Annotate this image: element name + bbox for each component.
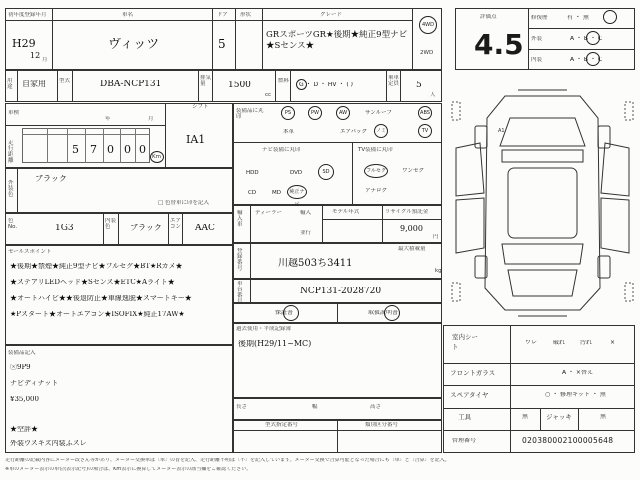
tools-value: 無	[522, 414, 529, 420]
eq-leather: 本革	[283, 129, 295, 135]
eq-tv: TV	[421, 128, 429, 134]
equipment-note-1: ⓢ9P9	[10, 364, 31, 371]
navi-genuine-circle	[287, 185, 307, 208]
navi-md: MD	[272, 190, 281, 196]
recycle-unit: 円	[433, 234, 439, 240]
jack-label: ジャッキ	[546, 414, 572, 421]
max-load-unit: kg	[435, 268, 442, 274]
mgmt-number: 020380002100005648	[522, 437, 614, 445]
svg-text:A1: A1	[498, 128, 505, 134]
eq-abs: ABS	[420, 110, 430, 116]
km-unit: Km	[152, 154, 161, 160]
exterior-scale: A ・ B ・ C	[570, 36, 603, 42]
color-label: 外装色	[8, 180, 14, 199]
sales-line-4: ★Pスタート★オートエアコン★ISOFIX★純正17AW★	[10, 311, 185, 318]
eq-pw-circle	[308, 106, 322, 120]
eq-tv-circle	[418, 124, 432, 138]
spare-tire-value: ○ ・ 修理キット ・ 無	[545, 392, 606, 398]
capacity-label: 乗車定員	[388, 75, 400, 88]
navi-sd: SD	[322, 169, 330, 175]
footer-line-2: ※車のメーター表示の単位(表示記号)の場合は、Km表示に換算してメーター表示の該当欄をご確認ください。	[5, 467, 252, 472]
eq-pw: PW	[311, 110, 319, 116]
repair-label: 修復歴	[531, 15, 548, 21]
eq-airbag: エアバッグ	[340, 129, 368, 135]
jack-value: 無	[600, 414, 607, 420]
equipment-note-2: ナビディナット	[10, 380, 59, 387]
model-name: ヴィッツ	[108, 38, 160, 52]
interior-color-label: 内装色	[105, 218, 117, 231]
sales-line-1: ★後期★禁煙★純正9型ナビ★フルセグ★BT★Rカメ★	[10, 263, 183, 270]
ac-value: AAC	[195, 224, 215, 233]
equipment-note-3: ¥35,000	[10, 396, 39, 403]
footer-line-1: 走行距離の記載内容にメーター改ざん等があり、メーター交換車は〔車〕の旨を記入、走行距離不明は〔不〕を記入しています。メーター交換で合算可能となった場合にも〔車〕と〔合算〕を記入。	[5, 458, 450, 463]
plate-value: 川越503ち3411	[278, 258, 353, 269]
eq-aw-circle	[336, 106, 350, 120]
navi-genuine: 純正ナビ	[289, 189, 305, 208]
seat-item-2: 破れ	[553, 340, 566, 346]
eq-aw: AW	[338, 110, 348, 116]
doors-label: ドア	[217, 12, 228, 18]
shape-label: 形状	[240, 12, 252, 18]
capacity-value: 5	[416, 81, 422, 90]
km-digit-4: 0	[124, 144, 131, 156]
km-digit-2: 7	[90, 144, 97, 156]
equipment-notes-label: 装備品記入	[8, 350, 36, 356]
equipment-bottom-1: ★空評★	[10, 426, 38, 433]
eq-abs-circle	[418, 106, 432, 120]
seat-item-1: ワレ	[525, 340, 538, 346]
model-year-label: モデル年式	[332, 209, 360, 215]
front-glass-value: A ・ ×替え	[562, 370, 593, 376]
fuel-label: 燃料	[278, 78, 290, 84]
dealer-type-label: 輸入車	[237, 210, 243, 229]
displacement-value: 1500	[228, 81, 251, 90]
repair-circle	[603, 10, 617, 24]
repair-value: 有 ・ 無	[567, 15, 589, 21]
history-value: 後期(H29/11~MC)	[238, 340, 312, 348]
score-value: 4.5	[474, 30, 524, 61]
model-code-label: 型式	[59, 78, 71, 84]
interior-color-value: ブラック	[130, 224, 162, 232]
doors-value: 5	[218, 38, 226, 51]
km-digit-3: 0	[107, 144, 114, 156]
first-reg-month-unit: 月	[42, 57, 48, 63]
foreign-label: 輸入	[300, 210, 312, 216]
seat-item-4: ×	[610, 340, 616, 346]
inspection-month-label: 月	[148, 116, 154, 122]
drive-4wd: 4WD	[422, 22, 434, 28]
model-code: DBA-NCP131	[100, 80, 162, 89]
tools-label: 工具	[458, 414, 471, 421]
height-label: 高さ	[370, 404, 382, 410]
first-reg-label: 初年度登録年月	[8, 12, 47, 18]
dimensions-block	[233, 398, 442, 420]
eq-nomi: ノミ	[375, 128, 386, 134]
max-load-label: 最大積載量	[398, 246, 426, 252]
equipment-bottom-2: 外装ウスキズ内装ふスレ	[10, 440, 87, 447]
displacement-label: 排気量	[200, 75, 212, 88]
chassis-label: 車台番号	[237, 281, 243, 306]
inspection-year-label: 年	[105, 116, 111, 122]
model-name-label: 車名	[122, 12, 134, 18]
exterior-circle	[586, 31, 600, 45]
tv-fullseg: フルセグ	[366, 168, 386, 174]
warranty-label: 保証書	[275, 310, 294, 316]
inspection-label: 車検	[8, 110, 20, 116]
navi-sd-circle	[318, 164, 334, 180]
km-digit-1: 5	[72, 144, 79, 156]
eq-ps: PS	[284, 110, 292, 116]
tv-oneseg: ワンセグ	[402, 168, 425, 174]
navi-hdd: HDD	[246, 170, 259, 176]
color-code-label: 色No.	[8, 218, 18, 231]
tv-analog: アナログ	[365, 188, 388, 194]
dealer-label: ディーラー	[255, 210, 283, 216]
spare-tire-label: スペアタイヤ	[450, 392, 489, 399]
equipment-label: 装備品に丸印	[236, 108, 264, 121]
sales-line-2: ★ステアリLEDヘッド★Sセンス★ETC★Aライト★	[10, 279, 175, 286]
history-block	[233, 323, 442, 398]
drive-4wd-circle	[419, 16, 437, 34]
tv-label: TV装備に丸印	[358, 147, 393, 153]
car-diagram	[450, 88, 635, 320]
grade-label: グレード	[320, 12, 343, 18]
mgmt-label: 管理番号	[452, 438, 477, 444]
manual-label: 取扱説明書	[368, 310, 399, 316]
shift-value: IA1	[186, 134, 206, 146]
plate-label: 登録番号	[237, 248, 243, 273]
ac-label: エアコン	[170, 218, 182, 231]
first-reg-era: H29	[12, 38, 36, 50]
eq-ps-circle	[281, 106, 295, 120]
length-label: 長さ	[236, 404, 248, 410]
sales-line-3: ★オートハイビ★★後退防止★車線逸脱★スマートキー★	[10, 295, 192, 302]
purpose-value: 自家用	[22, 80, 46, 88]
chassis-value: NCP131-2028720	[300, 287, 382, 296]
front-glass-label: フロントガラス	[450, 370, 496, 377]
exterior-label: 外装	[531, 36, 543, 42]
first-reg-month: 12	[30, 52, 41, 60]
equipment-notes-block	[5, 345, 233, 453]
width-label: 幅	[312, 404, 318, 410]
recycle-value: 9,000	[400, 225, 423, 233]
capacity-unit: 人	[430, 92, 436, 98]
km-digit-5: 0	[139, 144, 146, 156]
seat-item-3: 汚れ	[580, 340, 593, 346]
tv-fullseg-circle	[364, 164, 388, 178]
grade-value: GRスポーツGR★後期★純正9型ナビ★Sセンス★	[266, 30, 408, 52]
km-label: 走行距離	[8, 140, 14, 165]
color-code-value: 1G3	[55, 224, 74, 233]
eq-nomi-circle	[374, 124, 388, 138]
interior-circle	[586, 52, 600, 66]
seat-label: 室内シート	[452, 333, 478, 351]
color-note: □ 色替車に印を記入	[158, 200, 209, 206]
shift-label: シフト	[192, 104, 209, 110]
interior-scale: A ・ B ・ C	[570, 57, 603, 63]
history-label: 過去使用・平成記録簿	[236, 326, 292, 332]
navi-label: ナビ装備に丸印	[262, 147, 301, 153]
navi-dvd: DVD	[290, 170, 303, 176]
color-value: ブラック	[35, 175, 67, 183]
drive-2wd: 2WD	[420, 50, 434, 56]
displacement-unit: cc	[265, 92, 272, 98]
interior-label: 内装	[531, 57, 543, 63]
navi-cd: CD	[248, 190, 257, 196]
score-label: 評価点	[480, 14, 497, 20]
purpose-label: 用途	[7, 78, 13, 91]
row2-block	[5, 70, 442, 102]
fuel-options: G ・ D ・ HV ・ ( )	[299, 82, 353, 88]
sales-points-label: セールスポイント	[8, 249, 52, 255]
import-label: 並行	[300, 230, 312, 236]
eq-sunroof: サンルーフ	[365, 110, 392, 116]
category-label: 類別区分番号	[365, 422, 399, 428]
model-no-label: 型式指定番号	[265, 422, 299, 428]
recycle-label: リサイクル預託金	[385, 209, 429, 215]
